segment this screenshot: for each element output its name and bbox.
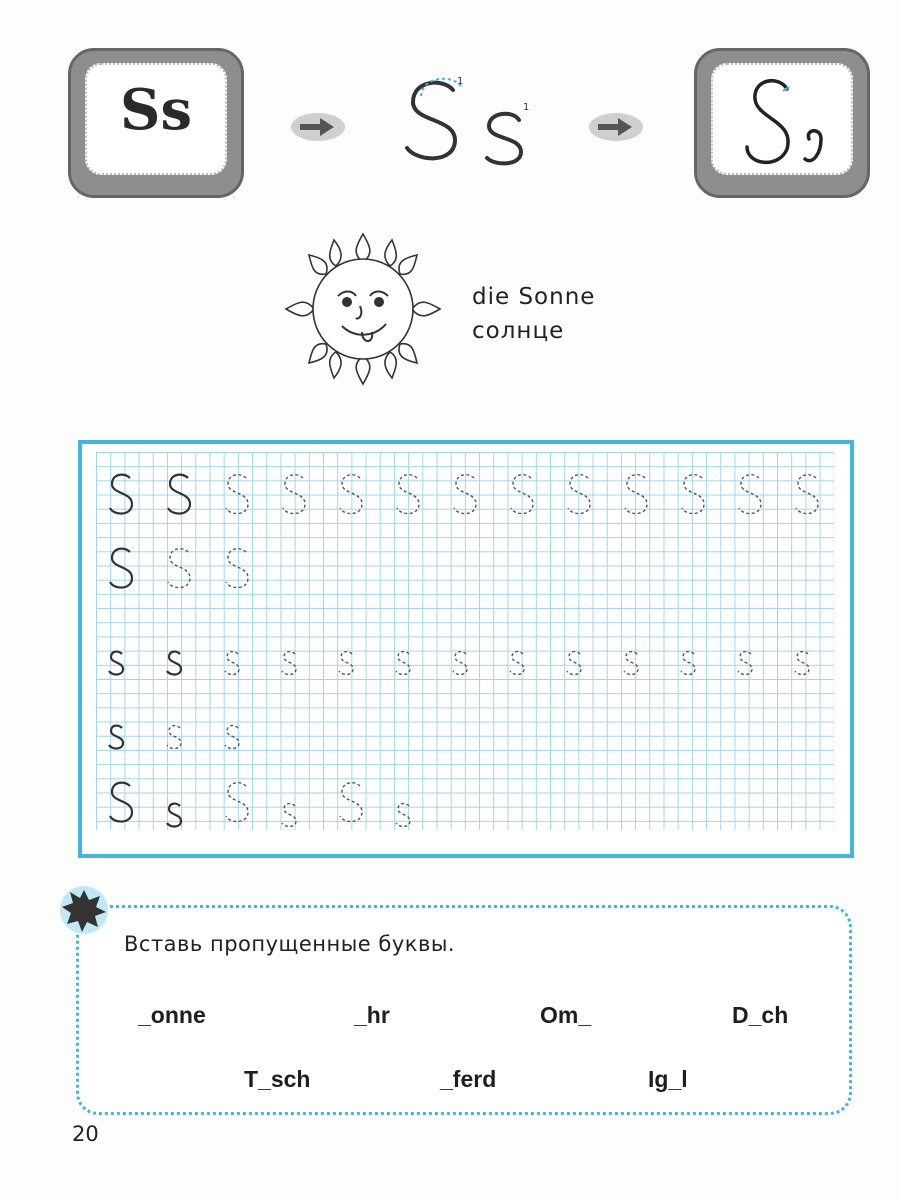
task-instruction: Вставь пропущенные буквы. xyxy=(124,932,456,956)
word-item: _ferd xyxy=(440,1066,497,1092)
sun-icon xyxy=(278,226,448,392)
word-item: Ig_l xyxy=(648,1066,688,1092)
script-letter-frame xyxy=(694,48,870,198)
word-item: Om_ xyxy=(540,1002,592,1028)
vocab-german: die Sonne xyxy=(472,284,596,310)
script-letter-s xyxy=(717,69,853,177)
word-item: T_sch xyxy=(244,1066,311,1092)
right-arrow-icon xyxy=(588,112,644,142)
word-item: _onne xyxy=(138,1002,206,1028)
flower-badge-icon xyxy=(56,884,112,936)
svg-text:1: 1 xyxy=(523,102,530,113)
print-letter-frame xyxy=(68,48,244,198)
vocab-russian: солнце xyxy=(472,318,565,344)
page-number: 20 xyxy=(72,1122,99,1146)
letter-stroke-guide xyxy=(395,70,545,170)
word-item: _hr xyxy=(354,1002,390,1028)
practice-letters xyxy=(96,452,834,830)
right-arrow-icon xyxy=(290,112,346,142)
print-letters: Ss xyxy=(120,77,192,143)
word-item: D_ch xyxy=(732,1002,789,1028)
svg-text:1: 1 xyxy=(457,76,464,87)
